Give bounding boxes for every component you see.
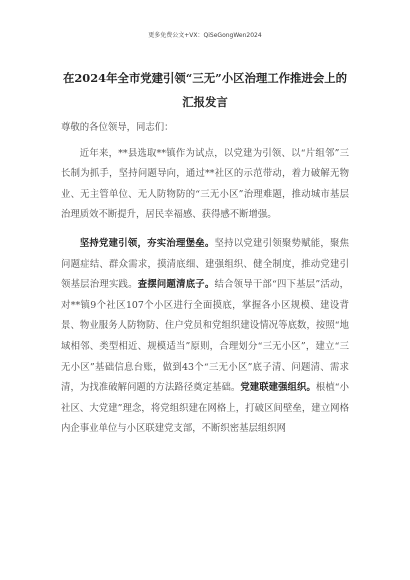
paragraph-party-building bbox=[61, 234, 349, 440]
subsection-heading: 查摆问题清底子。 bbox=[137, 279, 215, 291]
paragraph-intro bbox=[61, 144, 349, 226]
paragraph-text: 根植“小社区、大党建”理念，将党组织建在网格上，打破区间壁垒，建立网格内企事业单位与小区联建党支部，不断织密基层组织网 bbox=[61, 382, 349, 435]
paragraph-text: 结合领导干部“四下基层”活动，对**镇9个社区107个小区进行全面摸底，掌握各小区规模、建设背景、物业服务人防物防、住户党员和党组织建设情况等底数，按照“地域相邻、类型相近、规模适当”原则，合理划分“三无小区”，建立“三无小区”基础信息台账，做到43个“三无小区”底子清、问题清、需求清，为找准破解问题的方法路径奠定基础。 bbox=[61, 279, 349, 394]
document-title bbox=[60, 66, 350, 114]
subsection-heading: 党建联建强组织。 bbox=[240, 382, 316, 394]
paragraph-text: 近年来，**县选取**镇作为试点，以党建为引领、以“片组邻”三长制为抓手，坚持问题导向，通过**社区的示范带动，着力破解无物业、无主管单位、无人防物防的“三无小区”治理难题，推动城市基层治理质效不断提升，居民幸福感、获得感不断增强。 bbox=[61, 147, 349, 221]
salutation: 尊敬的各位领导，同志们： bbox=[61, 122, 174, 133]
paragraph-text: 坚持以党建引领聚势赋能，聚焦问题症结、群众需求，摸清底细、建强组织、健全制度，推动党建引领基层治理实践。 bbox=[61, 237, 349, 291]
title-line-2: 汇报发言 bbox=[182, 95, 228, 109]
section-heading: 坚持党建引领，夯实治理堡垒。 bbox=[79, 237, 215, 249]
document-body bbox=[61, 118, 349, 440]
header-note: 更多免费公文+VX：QiSeGongWen2024 bbox=[148, 32, 262, 39]
title-line-1: 在2024年全市党建引领“三无”小区治理工作推进会上的 bbox=[62, 71, 347, 85]
